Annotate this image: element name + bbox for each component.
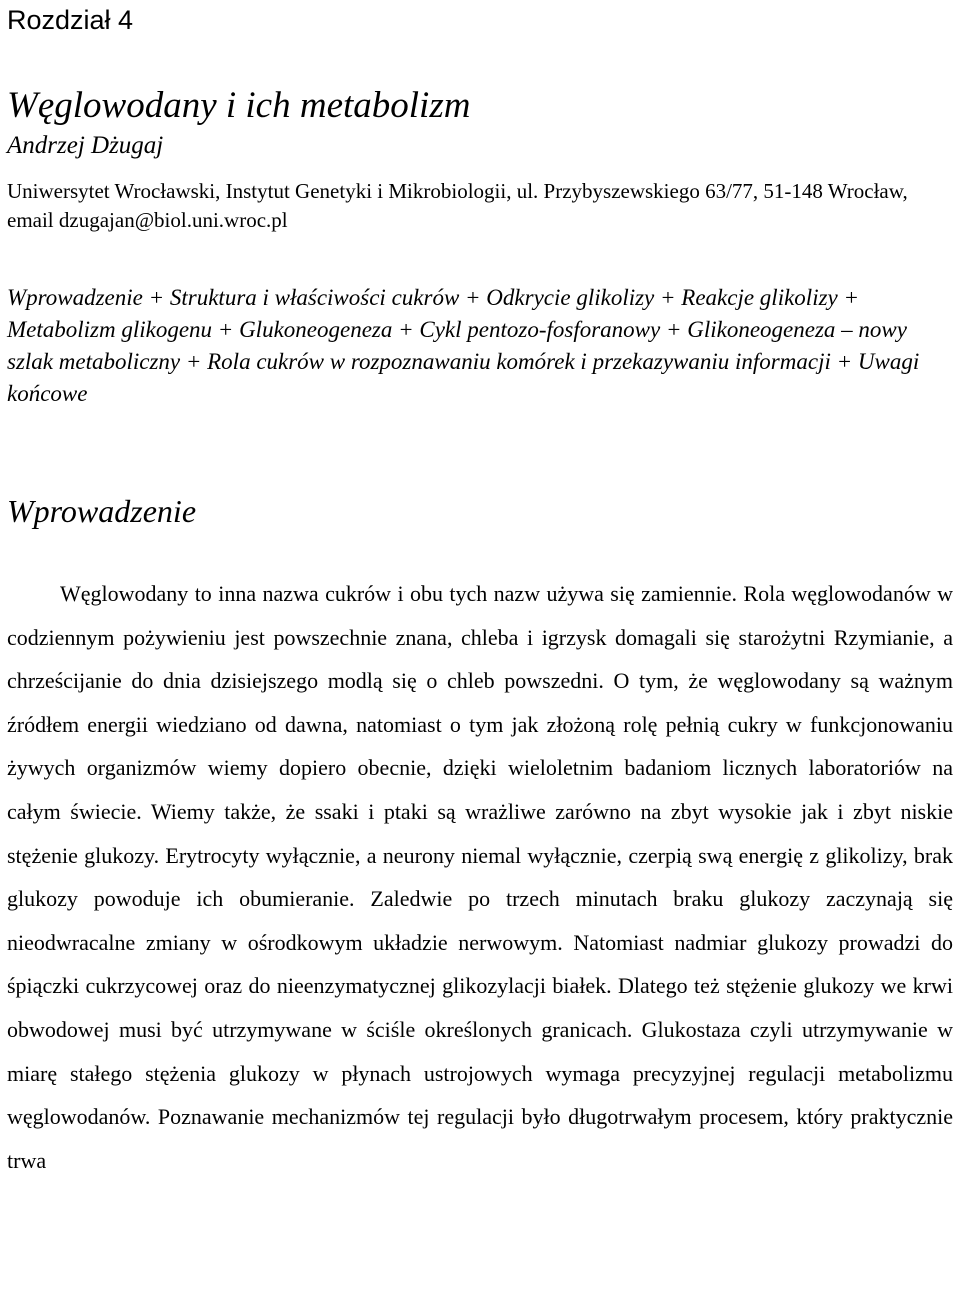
author-name: Andrzej Dżugaj	[7, 132, 164, 159]
section-heading: Wprowadzenie	[7, 493, 197, 529]
chapter-label: Rozdział 4	[7, 5, 134, 35]
chapter-contents: Wprowadzenie + Struktura i właściwości cukrów + Odkrycie glikolizy + Reakcje glikolizy + Metabolizm glikogenu + Glukoneogeneza + Cykl pentozo-fosforanowy + Glikoneogeneza – nowy szlak metaboliczny + Rola cukrów w rozpoznawaniu komórek i przekazywaniu informacji + Uwagi końcowe	[7, 285, 920, 406]
body-paragraph: Węglowodany to inna nazwa cukrów i obu tych nazw używa się zamiennie. Rola węglowodanów w codziennym pożywieniu jest powszechnie znana, chleba i igrzysk domagali się starożytni Rzymianie, a chrześcijanie do dnia dzisiejszego modlą się o chleb powszedni. O tym, że węglowodany są ważnym źródłem energii wiedziano od dawna, natomiast o tym jak złożoną rolę pełnią cukry w funkcjonowaniu żywych organizmów wiemy dopiero obecnie, dzięki wieloletnim badaniom licznych laboratoriów na całym świecie. Wiemy także, że ssaki i ptaki są wrażliwe zarówno na zbyt wysokie jak i zbyt niskie stężenie glukozy. Erytrocyty wyłącznie, a neurony niemal wyłącznie, czerpią swą energię z glikolizy, brak glukozy powoduje ich obumieranie. Zaledwie po trzech minutach braku glukozy zaczynają się nieodwracalne zmiany w ośrodkowym układzie nerwowym. Natomiast nadmiar glukozy prowadzi do śpiączki cukrzycowej oraz do nieenzymatycznej glikozylacji białek. Dlatego też stężenie glukozy we krwi obwodowej musi być utrzymywane w ściśle określonych granicach. Glukostaza czyli utrzymywanie w miarę stałego stężenia glukozy w płynach ustrojowych wymaga precyzyjnej regulacji metabolizmu węglowodanów. Poznawanie mechanizmów tej regulacji było długotrwałym procesem, który praktycznie trwa	[7, 581, 953, 1173]
author-affiliation: Uniwersytet Wrocławski, Instytut Genetyki i Mikrobiologii, ul. Przybyszewskiego 63/77, 51-148 Wrocław, email dzugajan@biol.uni.wroc.pl	[7, 179, 908, 232]
article-title: Węglowodany i ich metabolizm	[7, 85, 471, 126]
